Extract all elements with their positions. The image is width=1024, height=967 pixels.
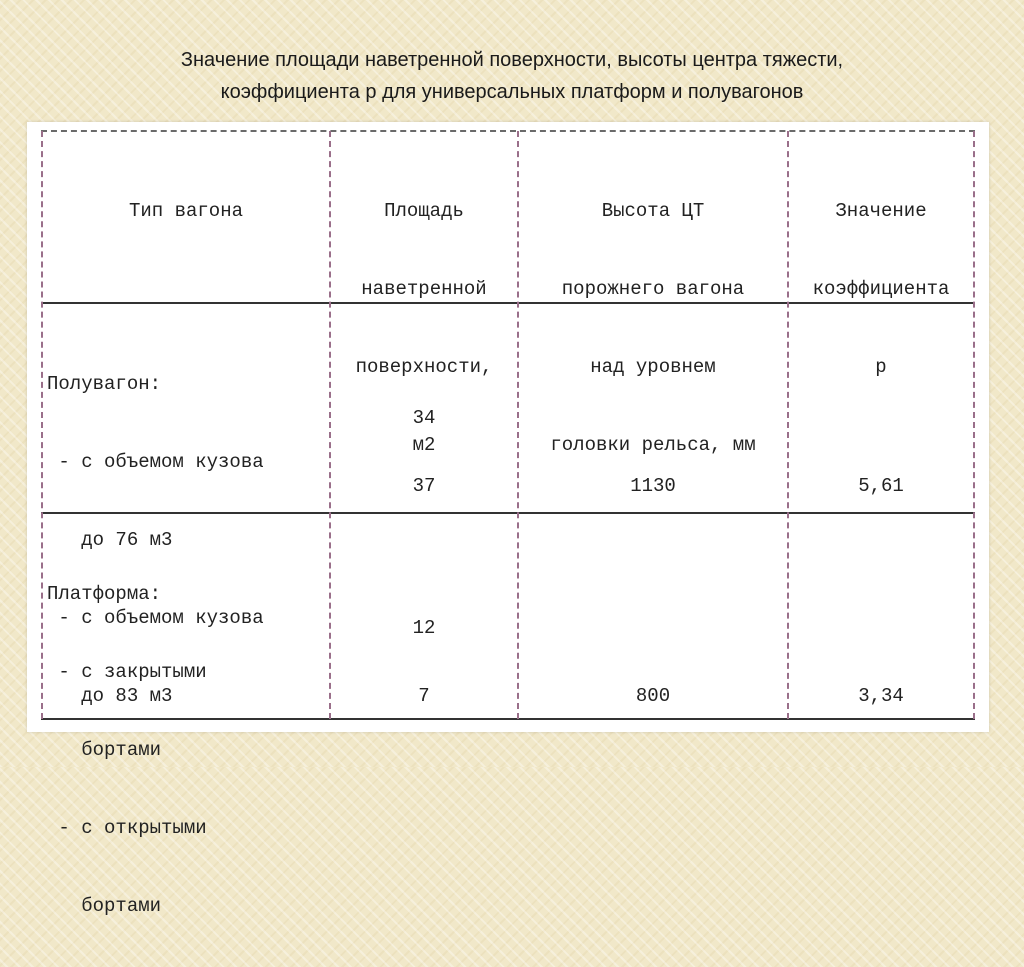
row-2-coef: 3,34 [858,685,904,707]
header-area-line-3: поверхности, [355,356,493,378]
header-coef-line-3: р [875,356,887,378]
row-1-type-line-3: до 76 м3 [47,529,173,551]
header-height-line-1: Высота ЦТ [601,200,705,222]
row-2-type-line-5: бортами [47,895,162,917]
header-area-line-2: наветренной [361,278,487,300]
row-1-type-line-2: - с объемом кузова [47,451,264,473]
row-2-type-line-2: - с закрытыми [47,661,207,683]
header-coef-line-1: Значение [835,200,927,222]
header-coef [789,150,973,428]
row-1-height: 1130 [630,475,676,497]
row-1-coef: 5,61 [858,475,904,497]
row-2-area-2: 7 [418,685,430,707]
row-2-area-1: 12 [412,617,436,639]
row-1-type-line-1: Полувагон: [47,373,162,395]
row-1-type-line-5: до 83 м3 [47,685,173,707]
header-area-line-4: м2 [412,434,436,456]
header-height-line-2: порожнего вагона [561,278,745,300]
row-2-type-line-3: бортами [47,739,162,761]
header-coef-line-2: коэффициента [812,278,950,300]
header-type [43,150,329,272]
header-height-line-3: над уровнем [590,356,716,378]
slide-title [40,44,984,108]
row-2-type [47,533,329,967]
header-type-line: Тип вагона [128,200,244,222]
row-2-type-line-1: Платформа: [47,583,162,605]
data-table [27,122,989,917]
title-line-2: коэффициента р для универсальных платформ и полувагонов [220,81,804,103]
row-1-type-line-4: - с объемом кузова [47,607,264,629]
row-1-area-2: 37 [412,475,436,497]
row-2-height: 800 [635,685,671,707]
row-2-type-line-4: - с открытыми [47,817,207,839]
table-right-border [973,131,975,719]
row-1-area-1: 34 [412,407,436,429]
table-top-border [41,130,975,132]
header-area-line-1: Площадь [384,200,464,222]
header-height-line-4: головки рельса, мм [550,434,756,456]
title-line-1: Значение площади наветренной поверхности, высоты центра тяжести, [180,49,844,71]
